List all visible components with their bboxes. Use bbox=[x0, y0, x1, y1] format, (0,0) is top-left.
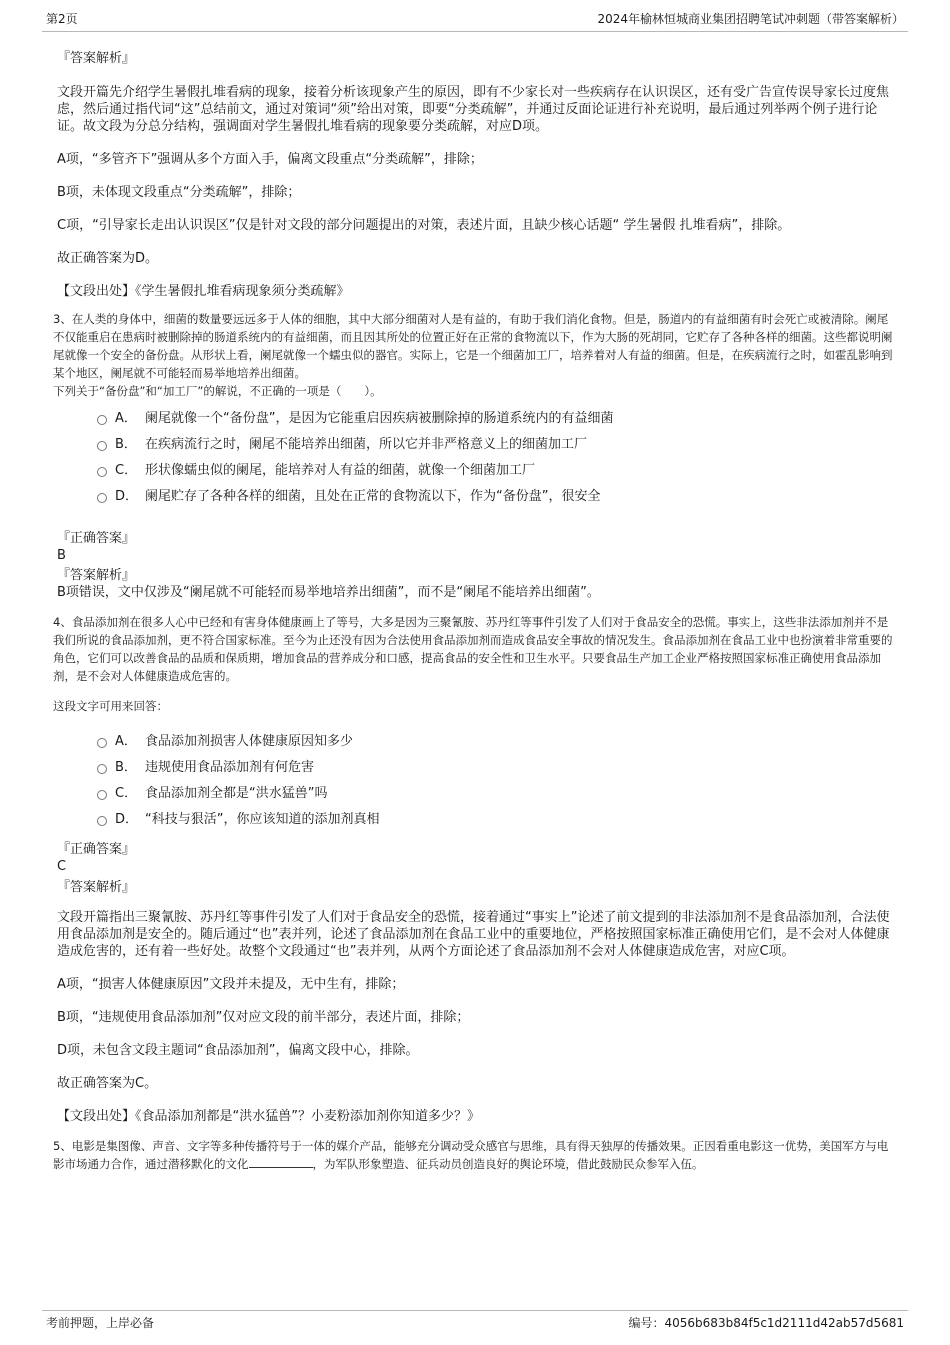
radio-icon[interactable] bbox=[97, 816, 107, 826]
footer-divider bbox=[42, 1310, 908, 1311]
q4-question: 这段文字可用来回答： bbox=[53, 699, 168, 713]
q3-option-b[interactable]: B． 在疾病流行之时，阑尾不能培养出细菌，所以它并非严格意义上的细菌加工厂 bbox=[97, 432, 893, 458]
page-content bbox=[53, 46, 893, 1173]
q2-option-c-analysis: C项，“引导家长走出认识误区”仅是针对文段的部分问题提出的对策，表述片面，且缺少核心话题“ 学生暑假 扎堆看病”，排除。 bbox=[57, 218, 791, 233]
radio-icon[interactable] bbox=[97, 790, 107, 800]
header-divider bbox=[42, 31, 908, 32]
q4-option-d-analysis: D项，未包含文段主题词“食品添加剂”，偏离文段中心，排除。 bbox=[57, 1043, 419, 1058]
radio-icon[interactable] bbox=[97, 441, 107, 451]
page-footer bbox=[42, 1314, 908, 1332]
document-title: 2024年榆林恒城商业集团招聘笔试冲刺题（带答案解析） bbox=[597, 12, 904, 26]
q2-source: 【文段出处】《学生暑假扎堆看病现象须分类疏解》 bbox=[57, 284, 350, 299]
q3-stem: 3、在人类的身体中，细菌的数量要远远多于人体的细胞，其中大部分细菌对人是有益的，有助于我们消化食物。但是，肠道内的有益细菌有时会死亡或被清除。阑尾不仅能重启在患病时被删除掉的肠道系统内的有益细菌，而且因其所处的位置正好在正常的食物流以下，作为大肠的死胡同，它贮存了各种各样的细菌。这些都说明阑尾就像一个安全的备份盘。从形状上看，阑尾就像一个蠕虫似的器官。实际上，它是一个细菌加工厂，培养着对人有益的细菌。但是，在疾病流行之时，如霍乱影响到某个地区，阑尾就不可能轻而易举地培养出细菌。 bbox=[53, 312, 893, 380]
q3-analysis-label: 『答案解析』 bbox=[57, 568, 136, 583]
q4-option-a[interactable]: A． 食品添加剂损害人体健康原因知多少 bbox=[97, 729, 893, 755]
q2-option-a-analysis: A项，“多管齐下”强调从多个方面入手，偏离文段重点“分类疏解”，排除； bbox=[57, 152, 483, 167]
page-header bbox=[42, 10, 908, 30]
q4-option-a-analysis: A项，“损害人体健康原因”文段并未提及，无中生有，排除； bbox=[57, 977, 405, 992]
q2-analysis-text: 文段开篇先介绍学生暑假扎堆看病的现象，接着分析该现象产生的原因，即有不少家长对一些疾病存在认识误区，还有受广告宣传误导家长过度焦虑，然后通过指代词“这”总结前文，通过对策词“须”给出对策，即要“分类疏解”，并通过反面论证进行补充说明，最后通过列举两个例子进行论证。故文段为分总分结构，强调面对学生暑假扎堆看病的现象要分类疏解，对应D项。 bbox=[57, 85, 890, 134]
q4-option-b[interactable]: B． 违规使用食品添加剂有何危害 bbox=[97, 755, 893, 781]
radio-icon[interactable] bbox=[97, 764, 107, 774]
q4-analysis-label: 『答案解析』 bbox=[57, 880, 136, 895]
q4-analysis-text: 文段开篇指出三聚氰胺、苏丹红等事件引发了人们对于食品安全的恐慌，接着通过“事实上”论述了前文提到的非法添加剂不是食品添加剂，合法使用食品添加剂是安全的。随后通过“也”表并列，论述了食品添加剂在食品工业中的重要地位，严格按照国家标准正确使用它们，是不会对人体健康造成危害的，还有着一些好处。故整个文段通过“也”表并列，从两个方面论述了食品添加剂不会对人体健康造成危害，对应C项。 bbox=[57, 910, 890, 959]
q4-option-b-analysis: B项，“违规使用食品添加剂”仅对应文段的前半部分，表述片面，排除； bbox=[57, 1010, 470, 1025]
q3-option-c[interactable]: C． 形状像蠕虫似的阑尾，能培养对人有益的细菌，就像一个细菌加工厂 bbox=[97, 458, 893, 484]
q3-analysis: B项错误，文中仅涉及“阑尾就不可能轻而易举地培养出细菌”，而不是“阑尾不能培养出细菌”。 bbox=[57, 585, 600, 600]
q4-stem: 4、食品添加剂在很多人心中已经和有害身体健康画上了等号，大多是因为三聚氰胺、苏丹红等事件引发了人们对于食品安全的恐慌。事实上，这些非法添加剂并不是我们所说的食品添加剂，更不符合国家标准。至今为止还没有因为合法使用食品添加剂而造成食品安全事故的情况发生。食品添加剂在食品工业中也扮演着非常重要的角色，它们可以改善食品的品质和保质期，增加食品的营养成分和口感，提高食品的安全性和卫生水平。只要食品生产加工企业严格按照国家标准正确使用食品添加剂，是不会对人体健康造成危害的。 bbox=[53, 615, 893, 683]
footer-slogan: 考前押题，上岸必备 bbox=[46, 1316, 155, 1330]
q4-answer: C bbox=[57, 859, 67, 874]
q4-source: 【文段出处】《食品添加剂都是“洪水猛兽”？小麦粉添加剂你知道多少？》 bbox=[57, 1109, 480, 1124]
radio-icon[interactable] bbox=[97, 467, 107, 477]
q4-options bbox=[97, 729, 893, 833]
q4-conclusion: 故正确答案为C。 bbox=[57, 1076, 158, 1091]
q4-option-d[interactable]: D． “科技与狠活”，你应该知道的添加剂真相 bbox=[97, 807, 893, 833]
q2-analysis-label: 『答案解析』 bbox=[57, 51, 136, 66]
q4-answer-label: 『正确答案』 bbox=[57, 842, 136, 857]
q3-option-d[interactable]: D． 阑尾贮存了各种各样的细菌，且处在正常的食物流以下，作为“备份盘”，很安全 bbox=[97, 484, 893, 510]
radio-icon[interactable] bbox=[97, 738, 107, 748]
q3-options bbox=[97, 406, 893, 510]
q5-stem: 5、电影是集图像、声音、文字等多种传播符号于一体的媒介产品，能够充分调动受众感官与思维，具有得天独厚的传播效果。正因看重电影这一优势，美国军方与电影市场通力合作，通过潜移默化的文化 ，为军队形象塑造、征兵动员创造良好的舆论环境，借此鼓励民众参军入伍。 bbox=[53, 1139, 889, 1171]
q2-conclusion: 故正确答案为D。 bbox=[57, 251, 159, 266]
q3-option-a[interactable]: A． 阑尾就像一个“备份盘”，是因为它能重启因疾病被删除掉的肠道系统内的有益细菌 bbox=[97, 406, 893, 432]
document-serial: 编号：4056b683b84f5c1d2111d42ab57d5681 bbox=[628, 1316, 904, 1330]
answer-blank bbox=[249, 1155, 313, 1168]
radio-icon[interactable] bbox=[97, 493, 107, 503]
q4-option-c[interactable]: C． 食品添加剂全都是“洪水猛兽”吗 bbox=[97, 781, 893, 807]
radio-icon[interactable] bbox=[97, 415, 107, 425]
q2-option-b-analysis: B项，未体现文段重点“分类疏解”，排除； bbox=[57, 185, 301, 200]
q3-answer: B bbox=[57, 548, 66, 563]
q3-question: 下列关于“备份盘”和“加工厂”的解说，不正确的一项是（ ）。 bbox=[53, 384, 382, 398]
page-number: 第2页 bbox=[46, 12, 78, 26]
q3-answer-label: 『正确答案』 bbox=[57, 531, 136, 546]
